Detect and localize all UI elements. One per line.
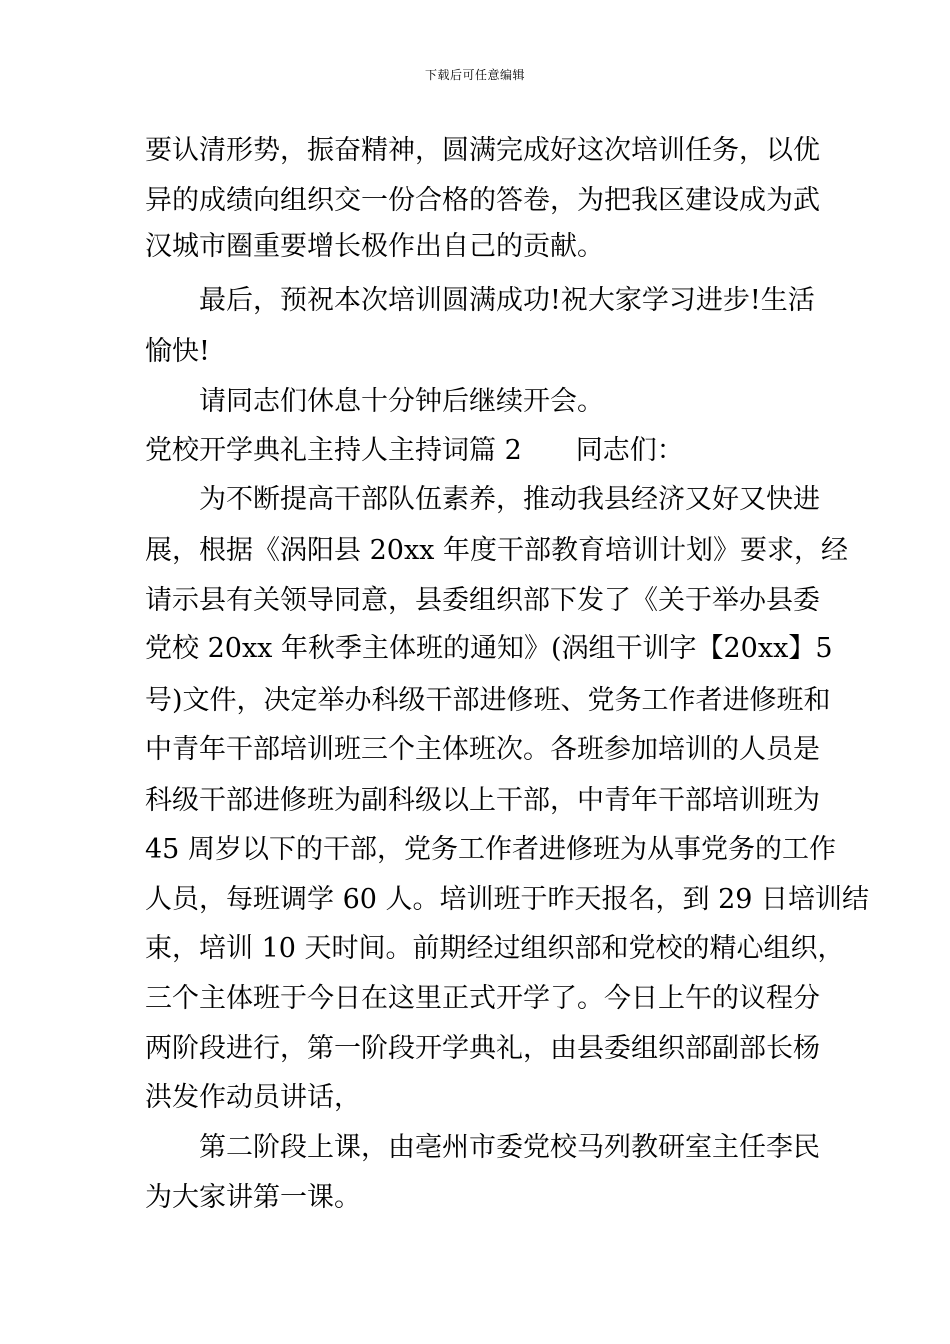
text-line: 束，培训 10 天时间。前期经过组织部和党校的精心组织， xyxy=(145,933,845,964)
text-line: 要认清形势，振奋精神，圆满完成好这次培训任务，以优 xyxy=(145,135,820,166)
text-line: 中青年干部培训班三个主体班次。各班参加培训的人员是 xyxy=(145,734,820,765)
text-line: 三个主体班于今日在这里正式开学了。今日上午的议程分 xyxy=(145,983,820,1014)
text-line: 请同志们休息十分钟后继续开会。 xyxy=(199,386,604,417)
text-line: 号)文件，决定举办科级干部进修班、党务工作者进修班和 xyxy=(145,685,831,716)
text-line: 为大家讲第一课。 xyxy=(145,1182,361,1213)
page-header: 下载后可任意编辑 xyxy=(424,68,525,82)
text-line: 汉城市圈重要增长极作出自己的贡献。 xyxy=(145,231,604,262)
text-line: 愉快! xyxy=(145,336,210,367)
text-line: 展，根据《涡阳县 20xx 年度干部教育培训计划》要求，经 xyxy=(145,535,848,566)
text-line: 人员，每班调学 60 人。培训班于昨天报名，到 29 日培训结 xyxy=(145,884,870,915)
salutation: 同志们： xyxy=(575,435,684,466)
text-line: 第二阶段上课，由亳州市委党校马列教研室主任李民 xyxy=(199,1132,820,1163)
section-title: 党校开学典礼主持人主持词篇 2 xyxy=(145,435,522,466)
text-line: 异的成绩向组织交一份合格的答卷，为把我区建设成为武 xyxy=(145,185,820,216)
text-line: 党校 20xx 年秋季主体班的通知》(涡组干训字【20xx】5 xyxy=(145,633,833,664)
section-heading-line xyxy=(145,436,684,466)
text-line: 两阶段进行，第一阶段开学典礼，由县委组织部副部长杨 xyxy=(145,1033,820,1064)
text-line: 为不断提高干部队伍素养，推动我县经济又好又快进 xyxy=(199,484,820,515)
text-line: 请示县有关领导同意，县委组织部下发了《关于举办县委 xyxy=(145,585,820,616)
text-line: 洪发作动员讲话， xyxy=(145,1082,361,1113)
text-line: 45 周岁以下的干部，党务工作者进修班为从事党务的工作 xyxy=(145,834,836,865)
text-line: 科级干部进修班为副科级以上干部，中青年干部培训班为 xyxy=(145,785,820,816)
text-line: 最后，预祝本次培训圆满成功!祝大家学习进步!生活 xyxy=(199,285,815,316)
